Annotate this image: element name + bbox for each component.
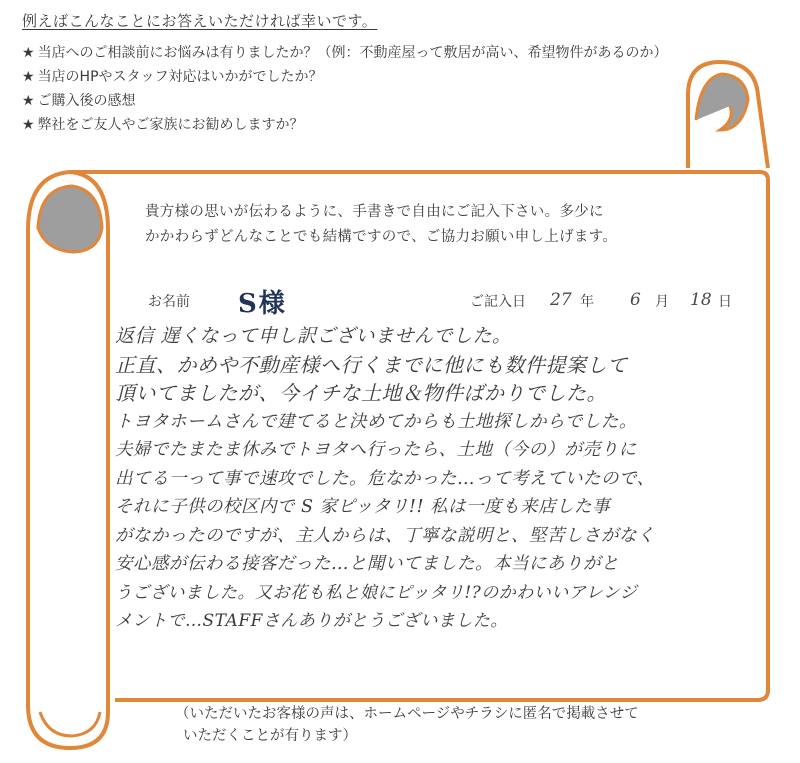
message-line: 夫婦でたまたま休みでトヨタへ行ったら、土地（今の）が売りに: [115, 440, 637, 460]
name-label: お名前: [148, 294, 190, 310]
star-icon: ★: [22, 45, 35, 61]
handwritten-message: [115, 322, 780, 636]
star-icon: ★: [22, 117, 35, 133]
date-day: 18: [690, 290, 712, 310]
message-line: トヨタホームさんで建てると決めてからも土地探しからでした。: [115, 411, 637, 432]
message-line: 安心感が伝わる接客だった…と聞いてました。本当にありがと: [115, 554, 619, 574]
intro-line: 貴方様の思いが伝わるように、手書きで自由にご記入下さい。多少に: [145, 204, 604, 220]
message-line: 出てる一って事で速攻でした。危なかった…って考えていたので、: [115, 468, 655, 489]
message-line: メントで…STAFFさんありがとうございました。: [115, 611, 508, 631]
day-label: 日: [718, 294, 732, 310]
intro-line: かかわらずどんなことでも結構ですので、ご協力お願い申し上げます。: [145, 229, 618, 245]
question-text: 当店のHPやスタッフ対応はいかがでしたか？: [37, 69, 323, 85]
instructions-title: 例えばこんなことにお答えいただければ幸いです。: [22, 12, 378, 30]
message-line: 正直、かめや不動産様へ行くまでに他にも数件提案して: [115, 352, 628, 377]
question-text: 弊社をご友人やご家族にお勧めしますか？: [37, 117, 304, 133]
month-label: 月: [655, 294, 669, 310]
intro-text: [145, 200, 705, 250]
footer-line: （いただいたお客様の声は、ホームページやチラシに匿名で掲載させて: [175, 706, 639, 722]
message-line: うございました。又お花も私と娘にピッタリ!?のかわいいアレンジ: [115, 582, 638, 603]
year-label: 年: [580, 294, 594, 310]
message-line: 頂いてましたが、今イチな土地＆物件ばかりでした。: [115, 381, 607, 405]
message-line: それに子供の校区内で S 家ピッタリ!! 私は一度も来店した事: [115, 497, 611, 517]
footer-note: [175, 703, 755, 747]
message-line: がなかったのですが、主人からは、丁寧な説明と、堅苦しさがなく: [115, 525, 655, 546]
date-label: ご記入日: [470, 294, 526, 310]
scroll-top-curl-inner: [696, 74, 748, 130]
scroll-left-roll: [28, 172, 108, 748]
question-text: ご購入後の感想: [37, 93, 136, 109]
date-year: 27: [550, 290, 572, 310]
footer-line: いただくことが有ります）: [183, 728, 357, 744]
star-icon: ★: [22, 93, 35, 109]
question-text: 当店へのご相談前にお悩みは有りましたか？（例：不動産屋って敷居が高い、希望物件があるのか）: [37, 45, 668, 61]
message-line: 返信 遅くなって申し訳ございませんでした。: [115, 325, 512, 347]
star-icon: ★: [22, 69, 35, 85]
scroll-left-roll-top: [38, 186, 102, 252]
customer-name: S様: [238, 289, 287, 319]
date-month: 6: [630, 290, 641, 310]
